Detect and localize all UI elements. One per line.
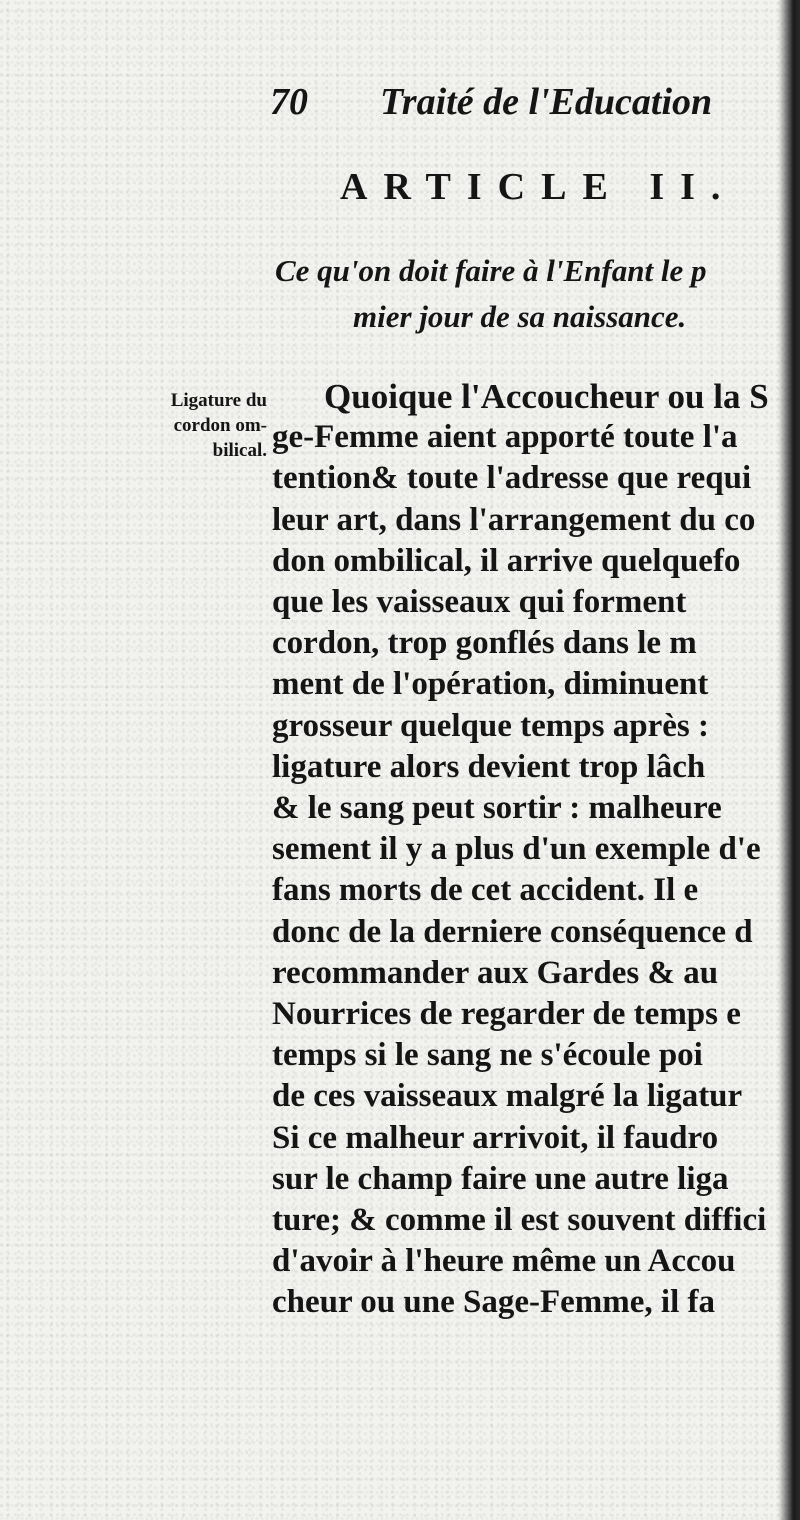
text-line: cheur ou une Sage-Femme, il fa [272, 1284, 716, 1321]
running-header [270, 80, 770, 124]
margin-note-line: cordon om- [173, 415, 267, 436]
text-line: & le sang peut sortir : malheure [272, 790, 722, 827]
margin-note-line: bilical. [212, 440, 267, 461]
marginal-note [117, 388, 267, 463]
article-heading: ARTICLE II. [340, 166, 737, 208]
body-paragraph [272, 376, 800, 1324]
subtitle-line-1: Ce qu'on doit faire à l'Enfant le p [275, 253, 707, 288]
subtitle-line-2: mier jour de sa naissance. [353, 299, 687, 334]
text-line: cordon, trop gonflés dans le m [272, 625, 697, 662]
margin-note-line: Ligature du [170, 390, 267, 411]
text-line: que les vaisseaux qui forment [272, 584, 687, 621]
text-line: donc de la derniere conséquence d [272, 913, 753, 950]
page-number: 70 [270, 81, 308, 123]
text-line: grosseur quelque temps après : [272, 707, 709, 744]
article-subtitle [275, 248, 800, 340]
text-line: don ombilical, il arrive quelquefo [272, 542, 741, 579]
text-line: d'avoir à l'heure même un Accou [272, 1243, 736, 1280]
text-line: fans morts de cet accident. Il e [272, 872, 699, 909]
running-title: Traité de l'Education [380, 81, 713, 123]
text-line: ligature alors devient trop lâch [272, 748, 706, 785]
text-line: ture; & comme il est souvent diffici [272, 1202, 767, 1239]
text-line: recommander aux Gardes & au [272, 954, 719, 991]
text-line: de ces vaisseaux malgré la ligatur [272, 1078, 743, 1115]
text-line: Nourrices de regarder de temps e [272, 996, 741, 1033]
text-line: tention& toute l'adresse que requi [272, 460, 752, 497]
text-line: sement il y a plus d'un exemple d'e [272, 831, 761, 868]
text-line: leur art, dans l'arrangement du co [272, 501, 756, 538]
text-line: Quoique l'Accoucheur ou la S [324, 377, 769, 416]
text-line: temps si le sang ne s'écoule poi [272, 1037, 703, 1074]
text-line: sur le champ faire une autre liga [272, 1160, 729, 1197]
text-line: ment de l'opération, diminuent [272, 666, 709, 703]
text-line: Si ce malheur arrivoit, il faudro [272, 1119, 719, 1156]
text-line: ge-Femme aient apporté toute l'a [272, 419, 738, 456]
